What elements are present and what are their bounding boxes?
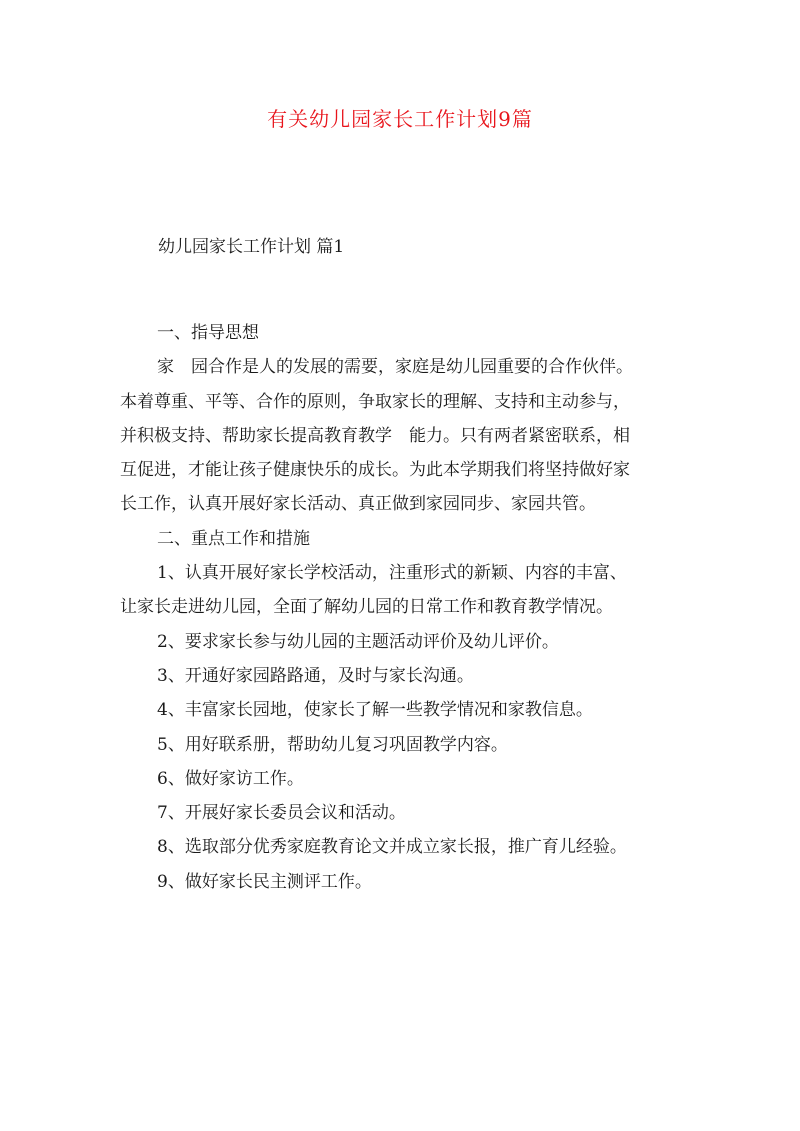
list-item-7: 7、开展好家长委员会议和活动。 (157, 803, 406, 824)
document-title: 有关幼儿园家长工作计划9篇 (267, 107, 533, 131)
paragraph-line: 并积极支持、帮助家长提高教育教学 能力。只有两者紧密联系，相 (120, 425, 630, 446)
document-body (120, 316, 690, 899)
section-heading: 幼儿园家长工作计划 篇1 (158, 237, 345, 257)
list-item-2: 2、要求家长参与幼儿园的主题活动评价及幼儿评价。 (157, 631, 559, 652)
list-item-1-continued: 让家长走进幼儿园，全面了解幼儿园的日常工作和教育教学情况。 (120, 597, 613, 618)
paragraph-line: 长工作，认真开展好家长活动、真正做到家园同步、家园共管。 (120, 494, 596, 515)
list-item-1: 1、认真开展好家长学校活动，注重形式的新颖、内容的丰富、 (157, 563, 627, 584)
paragraph-line: 家 园合作是人的发展的需要，家庭是幼儿园重要的合作伙伴。 (157, 357, 633, 378)
list-item-3: 3、开通好家园路路通，及时与家长沟通。 (157, 665, 474, 686)
list-item-9: 9、做好家长民主测评工作。 (157, 871, 372, 892)
heading-guiding-idea: 一、指导思想 (157, 323, 259, 343)
paragraph-line: 本着尊重、平等、合作的原则，争取家长的理解、支持和主动参与， (120, 391, 630, 412)
list-item-4: 4、丰富家长园地，使家长了解一些教学情况和家教信息。 (157, 700, 593, 721)
list-item-6: 6、做好家访工作。 (157, 768, 304, 789)
list-item-8: 8、选取部分优秀家庭教育论文并成立家长报，推广育儿经验。 (157, 837, 627, 858)
list-item-5: 5、用好联系册，帮助幼儿复习巩固教学内容。 (157, 734, 508, 755)
paragraph-line: 互促进，才能让孩子健康快乐的成长。为此本学期我们将坚持做好家 (120, 460, 630, 481)
heading-key-work: 二、重点工作和措施 (157, 528, 310, 549)
